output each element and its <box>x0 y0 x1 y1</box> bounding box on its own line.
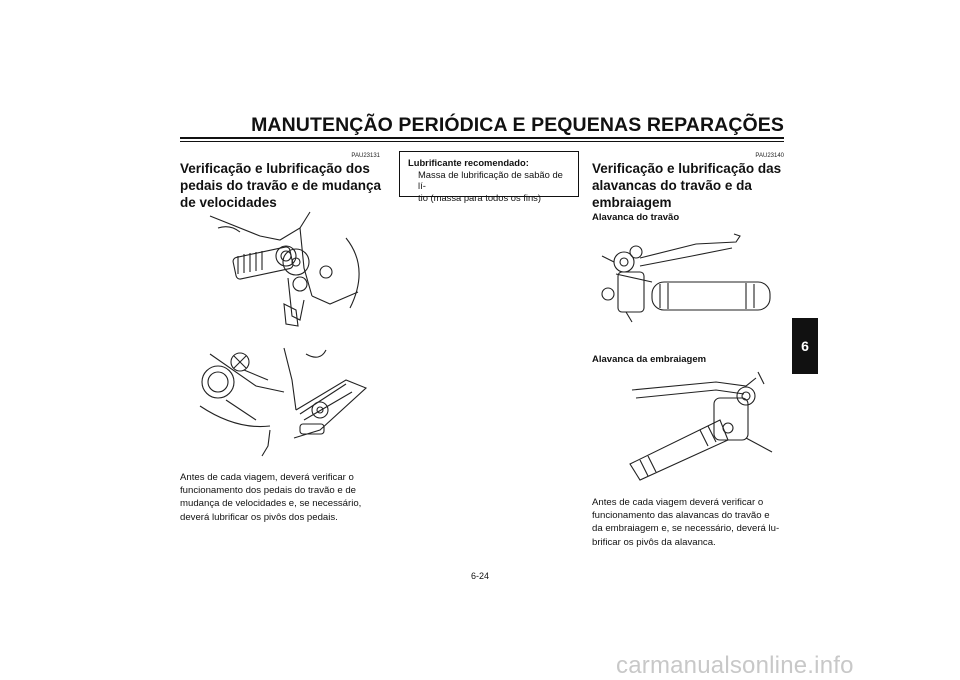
brake-pedal-illustration-icon <box>200 208 370 330</box>
body-line: mudança de velocidades e, se necessário, <box>180 498 362 510</box>
lubricant-box-title: Lubrificante recomendado: <box>408 157 529 168</box>
levers-instructions <box>592 496 784 549</box>
section-code: PAU23140 <box>755 153 784 159</box>
heading-line: pedais do travão e de mudança <box>180 178 382 193</box>
section-heading-levers <box>592 160 792 211</box>
lubricant-line: Massa de lubrificação de sabão de lí- <box>418 168 563 192</box>
lubricant-box-content <box>408 169 572 204</box>
body-line: deverá lubrificar os pivôs dos pedais. <box>180 511 338 523</box>
pedals-instructions <box>180 471 378 524</box>
heading-line: embraiagem <box>592 195 672 210</box>
brake-lever-label: Alavanca do travão <box>592 212 680 223</box>
watermark: carmanualsonline.info <box>616 652 854 679</box>
header-rule-thin <box>180 141 784 142</box>
clutch-lever-illustration-icon <box>596 368 784 482</box>
page-number: 6-24 <box>470 571 489 581</box>
lubricant-line: tio (massa para todos os fins) <box>418 191 541 203</box>
body-line: Antes de cada viagem deverá verificar o <box>592 497 764 508</box>
shift-pedal-illustration-icon <box>196 340 372 458</box>
page-header-title: MANUTENÇÃO PERIÓDICA E PEQUENAS REPARAÇÕES <box>251 114 784 136</box>
body-line: funcionamento dos pedais do travão e de <box>180 485 357 497</box>
brake-lever-illustration-icon <box>596 230 784 326</box>
heading-line: de velocidades <box>180 195 277 210</box>
section-heading-pedals <box>180 160 390 211</box>
lubricant-box <box>399 151 579 203</box>
body-line: brificar os pivôs da alavanca. <box>592 536 716 548</box>
body-line: funcionamento das alavancas do travão e <box>592 510 770 522</box>
heading-line: Verificação e lubrificação dos <box>180 161 370 176</box>
section-code: PAU23131 <box>351 153 380 159</box>
body-line: Antes de cada viagem, deverá verificar o <box>180 472 354 483</box>
clutch-lever-label: Alavanca da embraiagem <box>592 354 707 365</box>
chapter-tab: 6 <box>792 318 818 374</box>
heading-line: alavancas do travão e da <box>592 178 752 193</box>
heading-line: Verificação e lubrificação das <box>592 161 782 176</box>
body-line: da embraiagem e, se necessário, deverá lu- <box>592 523 780 535</box>
header-rule-thick <box>180 137 784 139</box>
